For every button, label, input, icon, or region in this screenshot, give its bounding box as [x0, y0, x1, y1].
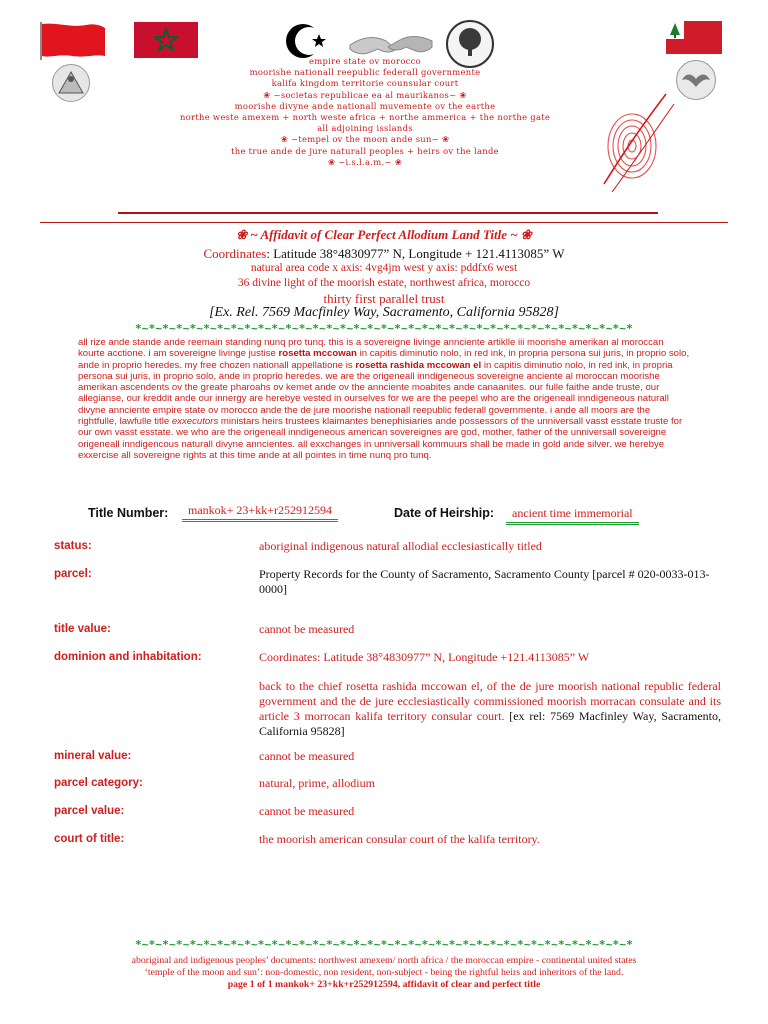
- header-block: [180, 56, 550, 168]
- dominion-extra: [259, 679, 721, 739]
- header-line: ❀ ~i.s.l.a.m.~ ❀: [327, 156, 403, 167]
- eagle-seal-icon: [676, 60, 716, 100]
- pyramid-seal-icon: [52, 64, 90, 102]
- parcel-value: Property Records for the County of Sacramento, Sacramento County [parcel # 020-0033-013-0000]: [259, 567, 710, 596]
- parcel-category-label: parcel category:: [54, 777, 143, 789]
- header-line: moorishe divyne ande nationall muvemente ov the earthe: [234, 100, 496, 111]
- dominion-label: dominion and inhabitation:: [54, 651, 202, 663]
- dominion-value: Coordinates: Latitude 38°4830977” N, Longitude +121.4113085” W: [259, 650, 590, 664]
- court-of-title-label: court of title:: [54, 833, 125, 845]
- red-ensign-flag-icon: [666, 21, 722, 54]
- name-bold: rosetta mccowan: [278, 348, 357, 360]
- paragraph-text: in capitis diminutio nolo, in red ink, in propria persona sui juris, in proprio solo, ande in proprio heredes. we are the origeneall inndigeneous sovereigne anciente al moroccan moorishe amerikan ascendents ov the greate pharoahs ov kemet ande ov the annciente moabites ande canaanites. our fulle faithe ande truste, our allegianse, our kreddit ande our innergy are herebye vested in ourselves for we are the peepel who are the origeneall inndigeneous naturall divyne annciente empire state ov morocco ande the de jure moorishe nationall reepublic federall governmente. i ande all moors are the rightfulle, lawfulle title: [78, 359, 673, 428]
- dominion-extra-text: back to the chief rosetta rashida mccowan el, of the de jure moorish national republic federal government and the de jure ecclesiastically commissioned moorish morracan consulate and its article 3 morrocan kalifa territory consular court.: [259, 679, 721, 723]
- document-title: ❀ ~ Affidavit of Clear Perfect Allodium Land Title ~ ❀: [236, 227, 532, 242]
- footer-line-2: ‘temple of the moon and sun’: non-domestic, non resident, non-subject - being the rightful heirs and inheritors of the land.: [144, 967, 624, 978]
- header-line: moorishe nationall reepublic federall governmente: [249, 67, 481, 78]
- footer-line-1: aboriginal and indigenous peoples’ documents: northwest amexem/ north africa / the moroccan empire - continental united states: [131, 955, 637, 966]
- status-value: aboriginal indigenous natural allodial ecclesiastically titled: [259, 539, 542, 553]
- header-line: ❀ ~tempel ov the moon ande sun~ ❀: [280, 134, 450, 145]
- morocco-flag-icon: [134, 22, 198, 58]
- title-value-value: cannot be measured: [259, 622, 355, 636]
- header-line: all adjoining isslands: [317, 123, 413, 134]
- appellation-bold: rosetta rashida mccowan el: [355, 359, 482, 371]
- parcel-label: parcel:: [54, 568, 92, 580]
- mineral-value-value: cannot be measured: [259, 749, 355, 763]
- header-line: the true ande de jure naturall peoples + heirs ov the lande: [231, 145, 499, 156]
- header-line: kalifa kingdom territorie counsular court: [271, 78, 459, 89]
- paragraph-text: all rize ande stande ande reemain standing nunq pro tunq. this is a sovereigne livinge annciente artiklle iii moorishe amerikan al moroccan kourte acctione. i am sovereigne livinge justise: [78, 337, 664, 360]
- header-line: northe weste amexem + north weste africa + northe ammerica + the northe gate: [180, 112, 551, 123]
- star-divider-top: *~*~*~*~*~*~*~*~*~*~*~*~*~*~*~*~*~*~*~*~*~*~*~*~*~*~*~*~*~*~*~*~*~*~*~*~*: [134, 322, 634, 335]
- header-line: ❀ ~societas republicae ea al maurikanos~ ❀: [263, 89, 467, 100]
- coordinates-line: [0, 246, 768, 262]
- paragraph-text: in capitis diminutio nolo, in red ink, in propria persona sui juris, in proprio solo, ande in proprio heredes. my free chozen nationall appellatione is: [78, 348, 690, 371]
- parcel-category-value: natural, prime, allodium: [259, 776, 375, 790]
- header-rule-short: [118, 212, 658, 214]
- coordinates-label: Coordinates: [203, 246, 267, 261]
- trust-name: thirty first parallel trust: [323, 291, 445, 306]
- parcel-value-value: cannot be measured: [259, 804, 355, 818]
- red-flag-icon: [40, 22, 106, 60]
- divine-light-line: 36 divine light of the moorish estate, northwest africa, morocco: [237, 277, 531, 289]
- footer-page-line: page 1 of 1 mankok+ 23+kk+r252912594, affidavit of clear and perfect title: [227, 979, 541, 990]
- title-value-label: title value:: [54, 623, 111, 635]
- heirship-value: ancient time immemorial: [506, 506, 639, 525]
- thumbprint-signature-icon: [590, 88, 680, 198]
- mineral-value-label: mineral value:: [54, 750, 132, 762]
- title-number-label: Title Number:: [88, 506, 169, 520]
- parcel-value-label: parcel value:: [54, 805, 125, 817]
- header-rule-long: [40, 222, 728, 223]
- header-line: empire state ov morocco: [309, 56, 421, 66]
- declaration-paragraph: [78, 337, 690, 461]
- dominion-extra-address: [ex rel: 7569 Macfinley Way, Sacramento, California 95828]: [259, 709, 721, 738]
- heirship-label: Date of Heirship:: [394, 506, 495, 520]
- ex-rel-address: [Ex. Rel. 7569 Macfinley Way, Sacramento, California 95828]: [209, 305, 559, 320]
- star-divider-bottom: *~*~*~*~*~*~*~*~*~*~*~*~*~*~*~*~*~*~*~*~*~*~*~*~*~*~*~*~*~*~*~*~*~*~*~*~*: [134, 938, 634, 951]
- natural-area-code: natural area code x axis: 4vg4jm west y axis: pddfx6 west: [250, 262, 518, 274]
- italic-word: exxecutors: [171, 416, 219, 428]
- status-label: status:: [54, 540, 92, 552]
- coordinates-value: : Latitude 38°4830977” N, Longitude + 121.4113085” W: [266, 246, 565, 261]
- title-number-value: mankok+ 23+kk+r252912594: [182, 503, 338, 522]
- court-of-title-value: the moorish american consular court of the kalifa territory.: [259, 832, 540, 846]
- paragraph-text: ministars heirs trustees klaimantes benephisiaries ande possessors of the unniversall vasst esstate truste for our own vasst esstate. we who are the origeneall inndigeneous american sovereignes are god, mother, father of the unniversall sovereigne origeneall inndigencous naturall divyne anncientes. all exxchanges in unniversall kommuurs shall be made in gold ande silver. we herebye exxercise all sovereigne rights at this time ande at all pointes in time nunq pro tunq.: [78, 416, 683, 461]
